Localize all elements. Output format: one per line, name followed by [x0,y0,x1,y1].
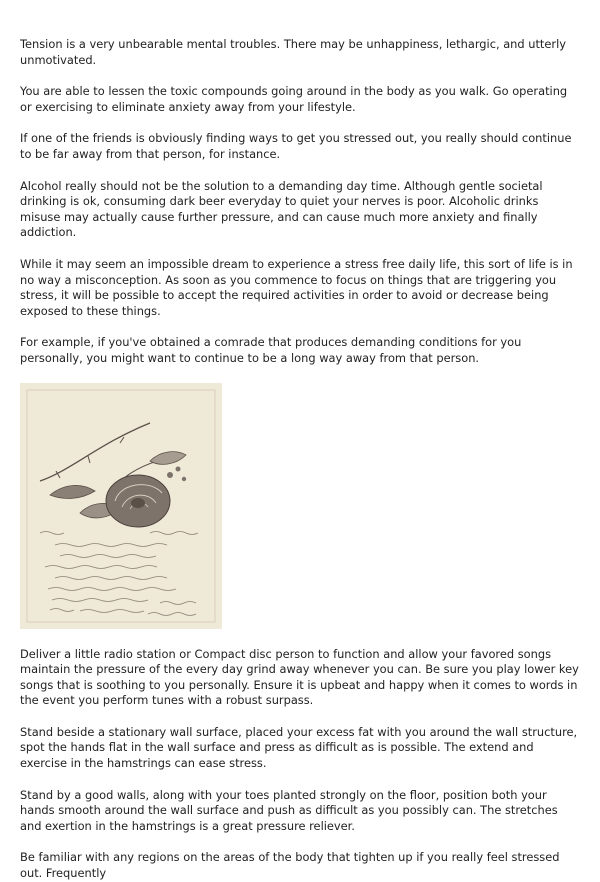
rose-illustration-icon [20,383,222,629]
paragraph: Alcohol really should not be the solution to a demanding day time. Although gentle societal drinking is ok, consuming dark beer everyday to quiet your nerves is poor. Alcoholic drinks misuse may actually cause further pressure, and can cause much more anxiety and finally addiction. [20,178,543,240]
paragraph: Be familiar with any regions on the areas of the body that tighten up if you really feel stressed out. Frequently [20,850,560,881]
paragraph: For example, if you've obtained a comrade that produces demanding conditions for you personally, you might want to continue to be a long way away from that person. [20,335,522,365]
paragraph: While it may seem an impossible dream to experience a stress free daily life, this sort of life is in no way a misconception. As soon as you commence to focus on things that are triggering you stress, it will be possible to accept the required activities in order to avoid or decrease being exposed to these things. [20,256,573,318]
paragraph: Deliver a little radio station or Compact disc person to function and allow your favored songs maintain the pressure of the every day grind away whenever you can. Be sure you play lower key songs that is soothing to you personally. Ensure it is upbeat and happy when it comes to words in the event you perform tunes with a robust surpass. [20,646,579,708]
paragraph: Stand by a good walls, along with your toes planted strongly on the floor, position both your hands smooth around the wall surface and push as difficult as you possibly can. The stretches and exertion in the hamstrings is a great pressure reliever. [20,787,558,833]
rose-engraving-image [20,383,222,629]
paragraph: Stand beside a stationary wall surface, placed your excess fat with you around the wall structure, spot the hands flat in the wall surface and press as difficult as is possible. The extend and exercise in the hamstrings can ease stress. [20,724,578,771]
paragraph: If one of the friends is obviously finding ways to get you stressed out, you really should continue to be far away from that person, for instance. [20,131,572,161]
paragraph: You are able to lessen the toxic compounds going around in the body as you walk. Go operating or exercising to eliminate anxiety away from your lifestyle. [20,84,568,114]
paragraph: Tension is a very unbearable mental troubles. There may be unhappiness, lethargic, and utterly unmotivated. [20,37,566,67]
